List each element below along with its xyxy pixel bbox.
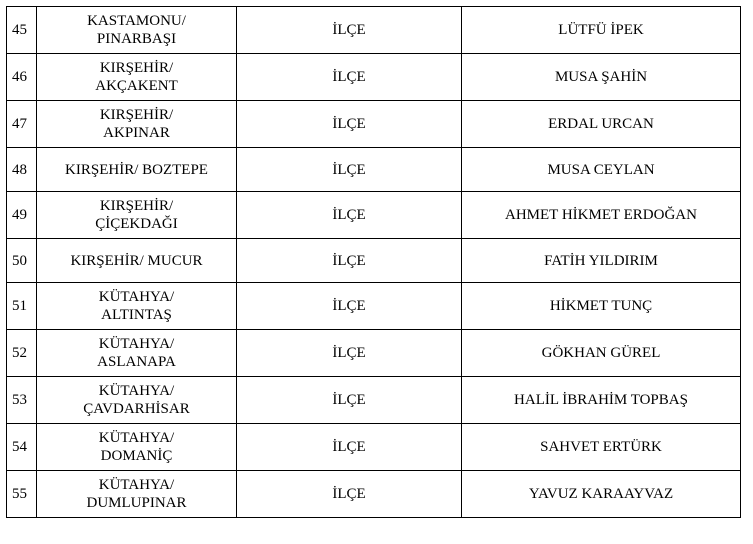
- person-name-cell: GÖKHAN GÜREL: [462, 330, 741, 377]
- person-name-cell: YAVUZ KARAAYVAZ: [462, 471, 741, 518]
- location-line: KIRŞEHİR/ BOZTEPE: [65, 161, 208, 178]
- location-cell: [37, 330, 237, 377]
- person-name-cell: FATİH YILDIRIM: [462, 239, 741, 283]
- row-number: 52: [7, 330, 37, 377]
- location-line: DOMANİÇ: [100, 448, 173, 464]
- location-line: KASTAMONU/: [87, 13, 186, 29]
- row-number: 49: [7, 192, 37, 239]
- table-row: [7, 424, 741, 471]
- unit-type-cell: İLÇE: [237, 330, 462, 377]
- location-line: PINARBAŞI: [96, 31, 177, 47]
- table-row: [7, 377, 741, 424]
- location-cell: [37, 377, 237, 424]
- person-name-cell: AHMET HİKMET ERDOĞAN: [462, 192, 741, 239]
- table-row: [7, 330, 741, 377]
- location-line: KIRŞEHİR/ MUCUR: [70, 252, 203, 269]
- row-number: 47: [7, 101, 37, 148]
- location-line: KÜTAHYA/: [98, 430, 175, 446]
- location-line: KÜTAHYA/: [98, 383, 175, 399]
- table-row: [7, 101, 741, 148]
- person-name-cell: ERDAL URCAN: [462, 101, 741, 148]
- unit-type-cell: İLÇE: [237, 148, 462, 192]
- person-name-cell: HİKMET TUNÇ: [462, 283, 741, 330]
- location-line: ALTINTAŞ: [101, 307, 172, 323]
- unit-type-cell: İLÇE: [237, 239, 462, 283]
- row-number: 55: [7, 471, 37, 518]
- table-row: [7, 7, 741, 54]
- row-number: 53: [7, 377, 37, 424]
- person-name-cell: HALİL İBRAHİM TOPBAŞ: [462, 377, 741, 424]
- person-name-cell: LÜTFÜ İPEK: [462, 7, 741, 54]
- table-row: [7, 471, 741, 518]
- location-cell: [37, 239, 237, 283]
- unit-type-cell: İLÇE: [237, 424, 462, 471]
- table-row: [7, 148, 741, 192]
- row-number: 48: [7, 148, 37, 192]
- row-number: 45: [7, 7, 37, 54]
- unit-type-cell: İLÇE: [237, 471, 462, 518]
- row-number: 46: [7, 54, 37, 101]
- row-number: 51: [7, 283, 37, 330]
- location-line: AKPINAR: [103, 125, 170, 141]
- table-row: [7, 192, 741, 239]
- location-line: KÜTAHYA/: [98, 336, 175, 352]
- location-line: ÇİÇEKDAĞI: [95, 216, 178, 232]
- location-line: ASLANAPA: [97, 354, 176, 370]
- location-cell: [37, 192, 237, 239]
- unit-type-cell: İLÇE: [237, 54, 462, 101]
- unit-type-cell: İLÇE: [237, 7, 462, 54]
- location-line: KÜTAHYA/: [98, 289, 175, 305]
- unit-type-cell: İLÇE: [237, 283, 462, 330]
- row-number: 54: [7, 424, 37, 471]
- table-body: [7, 7, 741, 518]
- unit-type-cell: İLÇE: [237, 377, 462, 424]
- location-line: DUMLUPINAR: [86, 495, 187, 511]
- location-cell: [37, 424, 237, 471]
- person-name-cell: MUSA CEYLAN: [462, 148, 741, 192]
- unit-type-cell: İLÇE: [237, 101, 462, 148]
- location-line: KIRŞEHİR/: [99, 198, 174, 214]
- location-cell: [37, 101, 237, 148]
- unit-type-cell: İLÇE: [237, 192, 462, 239]
- person-name-cell: MUSA ŞAHİN: [462, 54, 741, 101]
- person-name-cell: SAHVET ERTÜRK: [462, 424, 741, 471]
- officials-table: [6, 6, 741, 518]
- table-row: [7, 283, 741, 330]
- location-cell: [37, 283, 237, 330]
- row-number: 50: [7, 239, 37, 283]
- location-cell: [37, 54, 237, 101]
- location-line: KIRŞEHİR/: [99, 107, 174, 123]
- table-row: [7, 54, 741, 101]
- location-cell: [37, 7, 237, 54]
- location-line: KÜTAHYA/: [98, 477, 175, 493]
- table-row: [7, 239, 741, 283]
- location-cell: [37, 471, 237, 518]
- location-line: AKÇAKENT: [95, 78, 178, 94]
- location-line: KIRŞEHİR/: [99, 60, 174, 76]
- location-line: ÇAVDARHİSAR: [83, 401, 190, 417]
- location-cell: [37, 148, 237, 192]
